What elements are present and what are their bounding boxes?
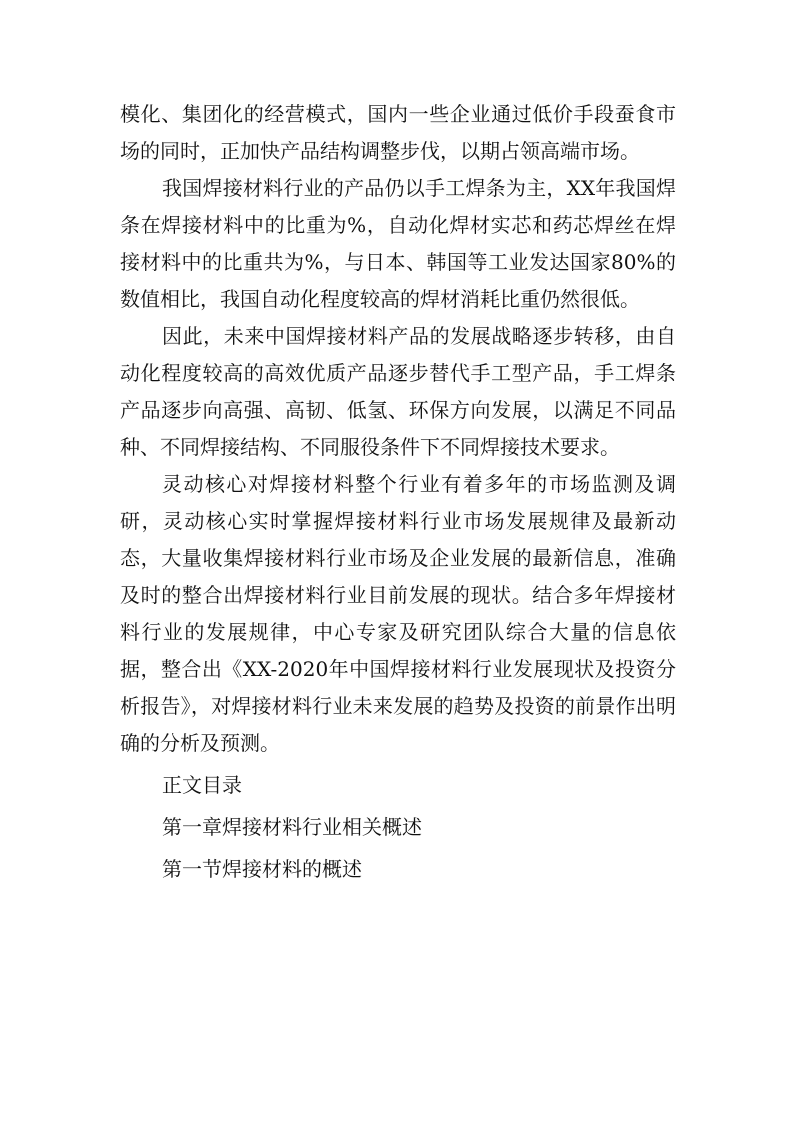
toc-chapter-1: 第一章焊接材料行业相关概述: [162, 815, 422, 839]
toc-section-1: 第一节焊接材料的概述: [162, 857, 362, 881]
paragraph-continuation: 模化、集团化的经营模式，国内一些企业通过低价手段蚕食市场的同时，正加快产品结构调整步伐，以期占领高端市场。: [120, 102, 676, 163]
paragraph-development-strategy: 因此，未来中国焊接材料产品的发展战略逐步转移，由自动化程度较高的高效优质产品逐步替代手工型产品，手工焊条产品逐步向高强、高韧、低氢、环保方向发展，以满足不同品种、不同焊接结构、不同服役条件下不同焊接技术要求。: [120, 324, 676, 459]
toc-heading: 正文目录: [162, 773, 242, 797]
paragraph-product-structure: 我国焊接材料行业的产品仍以手工焊条为主，XX年我国焊条在焊接材料中的比重为%，自动化焊材实芯和药芯焊丝在焊接材料中的比重共为%，与日本、韩国等工业发达国家80%的数值相比，我国自动化程度较高的焊材消耗比重仍然很低。: [120, 176, 676, 311]
paragraph-report-intro: 灵动核心对焊接材料整个行业有着多年的市场监测及调研，灵动核心实时掌握焊接材料行业市场发展规律及最新动态，大量收集焊接材料行业市场及企业发展的最新信息，准确及时的整合出焊接材料行业目前发展的现状。结合多年焊接材料行业的发展规律，中心专家及研究团队综合大量的信息依据，整合出《XX-2020年中国焊接材料行业发展现状及投资分析报告》，对焊接材料行业未来发展的趋势及投资的前景作出明确的分析及预测。: [120, 472, 676, 755]
document-body: [120, 96, 676, 888]
